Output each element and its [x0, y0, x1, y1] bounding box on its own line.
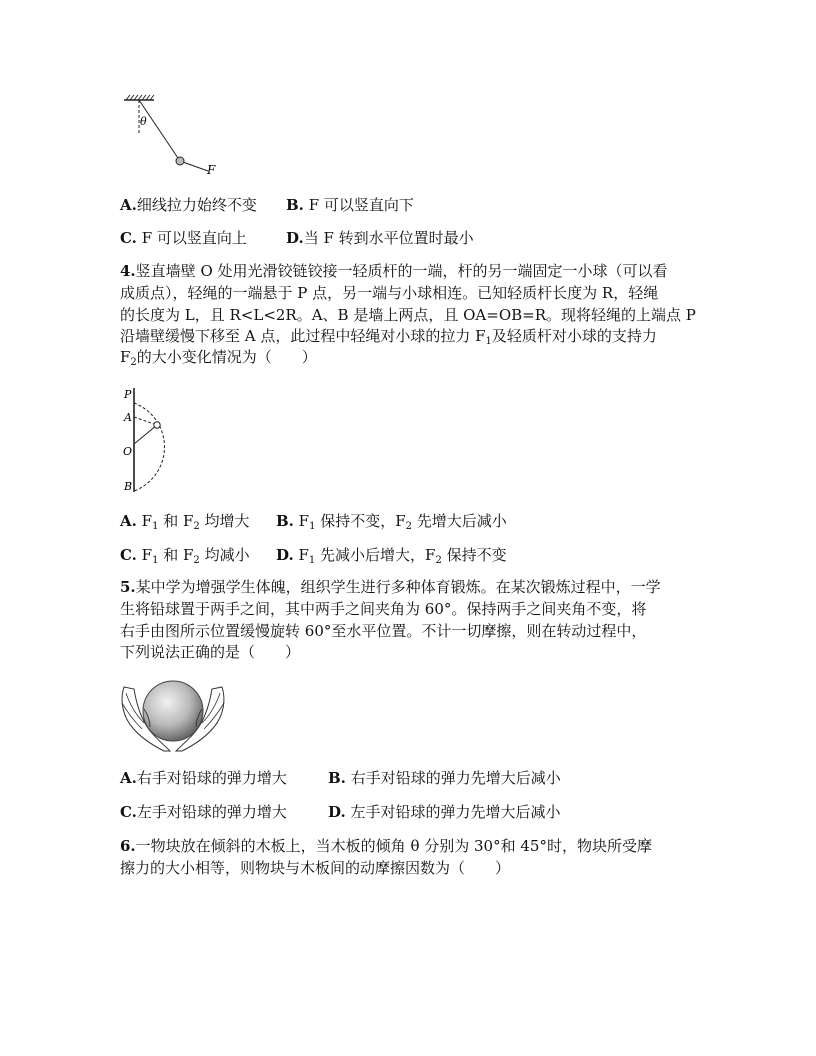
q4-stem-line-4: 沿墙壁缓慢下移至 A 点，此过程中轻绳对小球的拉力 $F_1$及轻质杆对小球的支持力: [120, 327, 657, 347]
point-p-label: P: [124, 388, 132, 401]
q3-option-b[interactable]: B. F 可以竖直向下: [286, 196, 414, 214]
q3-option-c[interactable]: C. F 可以竖直向上: [120, 229, 247, 247]
q5-option-c[interactable]: C.左手对铅球的弹力增大: [120, 803, 287, 821]
hands-shot-put-figure: [118, 675, 228, 753]
q5-option-b[interactable]: B. 右手对铅球的弹力先增大后减小: [328, 769, 561, 787]
q4-option-c[interactable]: C. $F_1$ 和 $F_2$ 均减小: [120, 546, 250, 566]
q4-option-a[interactable]: A. $F_1$ 和 $F_2$ 均增大: [120, 512, 250, 532]
point-b-label: B: [124, 480, 133, 493]
q6-stem-line-2: 擦力的大小相等，则物块与木板间的动摩擦因数为（ ）: [120, 859, 511, 877]
point-a-label: A: [124, 411, 132, 424]
q3-option-a[interactable]: A.细线拉力始终不变: [120, 196, 257, 214]
q5-stem-line-1: 5.某中学为增强学生体魄，组织学生进行多种体育锻炼。在某次锻炼过程中，一学: [120, 578, 661, 596]
q5-stem-line-3: 右手由图所示位置缓慢旋转 60°至水平位置。不计一切摩擦，则在转动过程中，: [120, 622, 647, 640]
q5-stem-line-2: 生将铅球置于两手之间，其中两手之间夹角为 60°。保持两手之间夹角不变，将: [120, 600, 647, 618]
q6-stem-line-1: 6.一物块放在倾斜的木板上，当木板的倾角 θ 分别为 30°和 45°时，物块所受摩: [120, 837, 652, 855]
force-label: F: [207, 163, 216, 177]
q4-stem-line-3: 的长度为 L，且 R<L<2R。A、B 是墙上两点，且 OA=OB=R。现将轻绳的上端点 P: [120, 306, 696, 324]
q4-stem-line-5: $F_2$的大小变化情况为（ ）: [120, 348, 317, 368]
wall-rod-figure: [118, 384, 198, 496]
point-o-label: O: [123, 445, 133, 458]
q5-option-a[interactable]: A.右手对铅球的弹力增大: [120, 769, 287, 787]
q5-stem-line-4: 下列说法正确的是（ ）: [120, 643, 301, 661]
q5-option-d[interactable]: D. 左手对铅球的弹力先增大后减小: [328, 803, 561, 821]
theta-label: θ: [140, 115, 147, 128]
q4-option-b[interactable]: B. $F_1$ 保持不变，$F_2$ 先增大后减小: [276, 512, 507, 532]
q4-stem-line-1: 4.竖直墙壁 O 处用光滑铰链铰接一轻质杆的一端，杆的另一端固定一小球（可以看: [120, 262, 668, 280]
q4-option-d[interactable]: D. $F_1$ 先减小后增大，$F_2$ 保持不变: [276, 546, 507, 566]
q4-stem-line-2: 成质点），轻绳的一端悬于 P 点，另一端与小球相连。已知轻质杆长度为 R，轻绳: [120, 284, 659, 302]
q3-option-d[interactable]: D.当 F 转到水平位置时最小: [286, 229, 474, 247]
pendulum-figure: [118, 94, 228, 184]
